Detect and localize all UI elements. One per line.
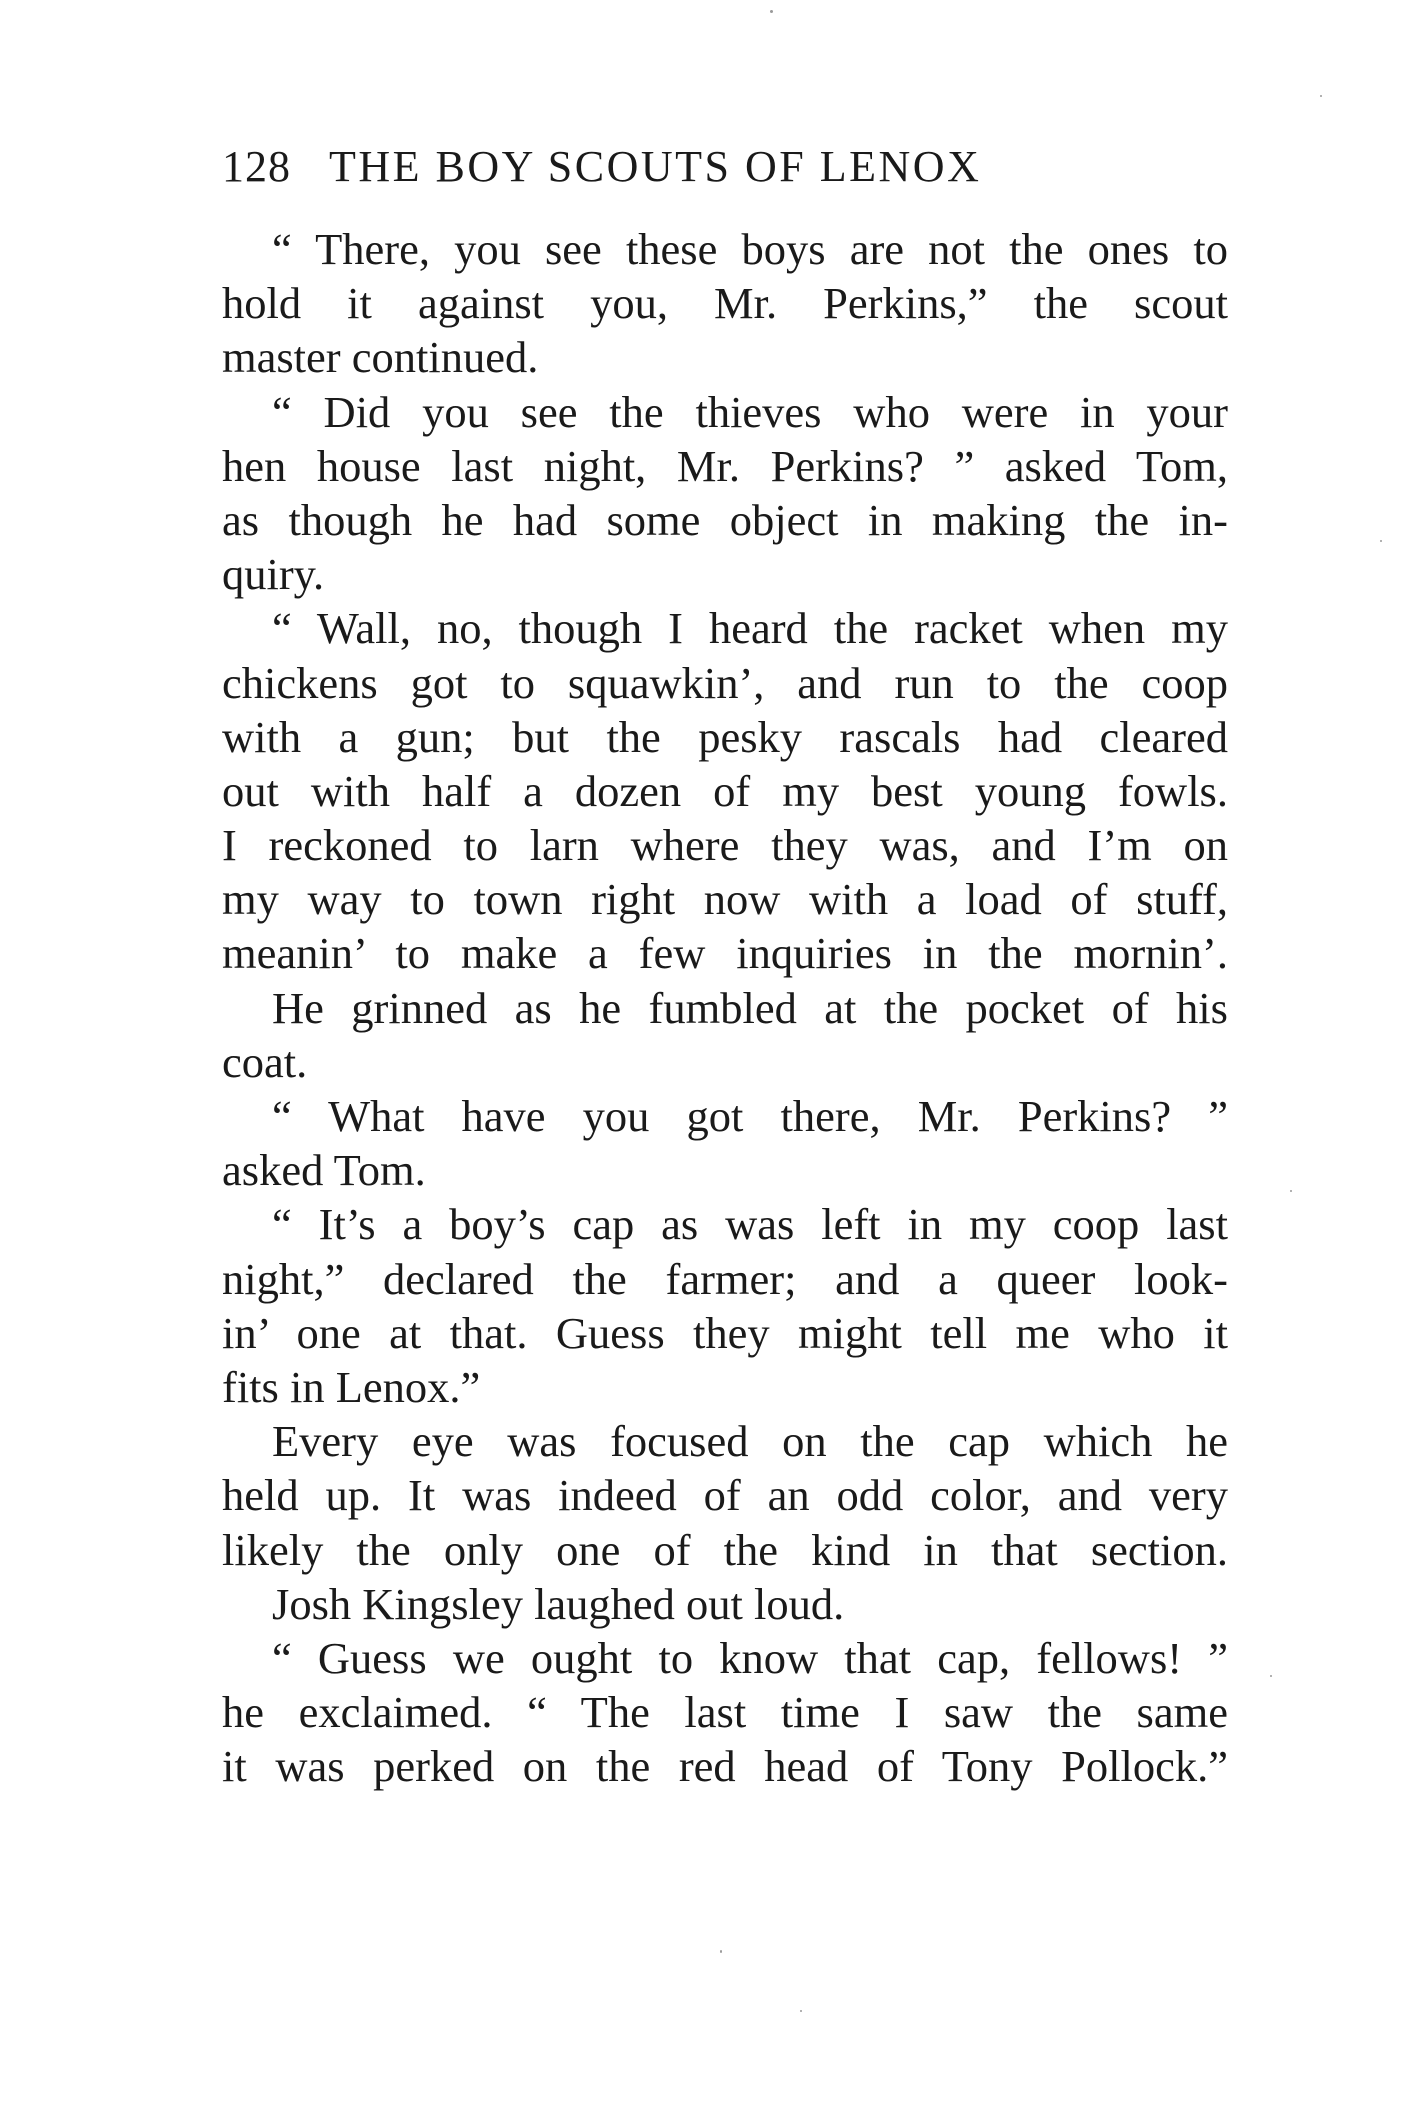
text-line: night,” declared the farmer; and a queer look- [222, 1253, 1228, 1304]
text-line: he exclaimed. “ The last time I saw the same [222, 1687, 1228, 1738]
running-title: THE BOY SCOUTS OF LENOX [329, 142, 982, 191]
body-text [222, 222, 1228, 1793]
text-line: hen house last night, Mr. Perkins? ” asked Tom, [222, 440, 1228, 491]
text-line: coat. [222, 1036, 308, 1087]
scan-speck [1270, 1675, 1272, 1677]
text-line: it was perked on the red head of Tony Pollock.” [222, 1741, 1228, 1792]
text-line: “ There, you see these boys are not the ones to [272, 224, 1228, 274]
text-line: “ Guess we ought to know that cap, fellows! ” [272, 1632, 1228, 1683]
text-line: likely the only one of the kind in that section. [222, 1524, 1228, 1575]
text-line: He grinned as he fumbled at the pocket of his [272, 982, 1228, 1033]
running-head [222, 138, 1228, 196]
text-line: my way to town right now with a load of stuff, [222, 874, 1228, 925]
page-number: 128 [222, 142, 291, 191]
text-line: master continued. [222, 332, 539, 383]
text-line: Every eye was focused on the cap which he [272, 1416, 1228, 1467]
text-line: held up. It was indeed of an odd color, and very [222, 1470, 1228, 1521]
text-line: Josh Kingsley laughed out loud. [272, 1578, 845, 1629]
text-line: meanin’ to make a few inquiries in the mornin’. [222, 928, 1228, 979]
scan-speck [800, 2010, 802, 2012]
text-line: in’ one at that. Guess they might tell me who it [222, 1307, 1228, 1358]
text-line: “ What have you got there, Mr. Perkins? ” [272, 1091, 1228, 1141]
text-line: with a gun; but the pesky rascals had cleared [222, 711, 1228, 762]
text-line: hold it against you, Mr. Perkins,” the scout [222, 278, 1228, 329]
text-line: “ It’s a boy’s cap as was left in my coop last [272, 1199, 1228, 1250]
text-line: as though he had some object in making the in- [222, 494, 1228, 545]
text-line: fits in Lenox.” [222, 1361, 481, 1412]
text-line: out with half a dozen of my best young fowls. [222, 765, 1228, 816]
scan-speck [1380, 540, 1382, 542]
text-line: chickens got to squawkin’, and run to the coop [222, 657, 1228, 708]
text-line: “ Wall, no, though I heard the racket when my [272, 603, 1228, 654]
text-line: “ Did you see the thieves who were in your [272, 386, 1228, 437]
scan-speck [720, 1950, 722, 1953]
text-line: quiry. [222, 549, 325, 600]
scan-speck [1290, 1190, 1292, 1192]
scan-speck [770, 10, 773, 13]
text-line: asked Tom. [222, 1145, 426, 1196]
text-line: I reckoned to larn where they was, and I’m on [222, 820, 1228, 871]
scan-speck [1320, 95, 1322, 97]
